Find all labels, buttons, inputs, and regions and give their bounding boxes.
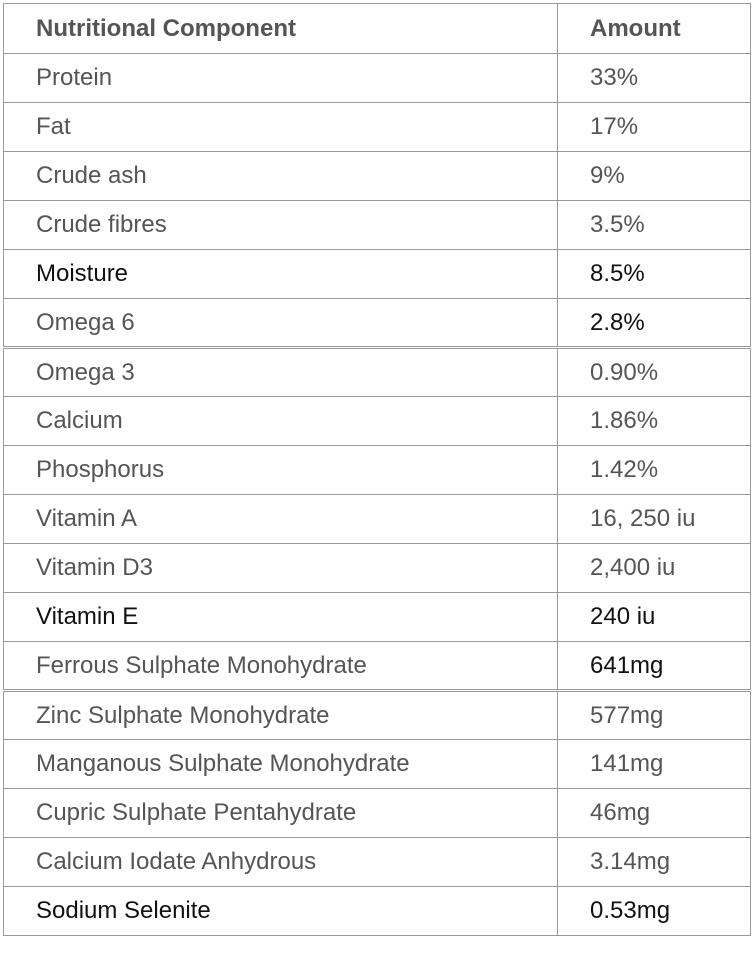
component-cell: Fat — [4, 103, 558, 152]
component-cell: Ferrous Sulphate Monohydrate — [4, 642, 558, 691]
component-cell: Zinc Sulphate Monohydrate — [4, 691, 558, 740]
component-cell: Crude fibres — [4, 201, 558, 250]
amount-cell: 1.42% — [558, 446, 751, 495]
table-row — [4, 299, 751, 348]
amount-cell: 3.5% — [558, 201, 751, 250]
table-row — [4, 887, 751, 936]
amount-cell: 3.14mg — [558, 838, 751, 887]
component-cell: Calcium Iodate Anhydrous — [4, 838, 558, 887]
component-cell: Vitamin A — [4, 495, 558, 544]
table-row — [4, 348, 751, 397]
table-row — [4, 740, 751, 789]
component-cell: Vitamin D3 — [4, 544, 558, 593]
amount-cell: 2,400 iu — [558, 544, 751, 593]
amount-cell: 46mg — [558, 789, 751, 838]
amount-cell: 2.8% — [558, 299, 751, 348]
amount-cell: 1.86% — [558, 397, 751, 446]
component-cell: Calcium — [4, 397, 558, 446]
table-header-row — [4, 4, 751, 54]
amount-cell: 0.53mg — [558, 887, 751, 936]
header-nutritional-component: Nutritional Component — [4, 4, 558, 54]
table-row — [4, 201, 751, 250]
component-cell: Omega 3 — [4, 348, 558, 397]
component-cell: Moisture — [4, 250, 558, 299]
table-row — [4, 495, 751, 544]
table-row — [4, 789, 751, 838]
nutrition-table-container — [3, 3, 750, 936]
component-cell: Omega 6 — [4, 299, 558, 348]
amount-cell: 16, 250 iu — [558, 495, 751, 544]
component-cell: Vitamin E — [4, 593, 558, 642]
table-row — [4, 838, 751, 887]
table-row — [4, 250, 751, 299]
amount-cell: 240 iu — [558, 593, 751, 642]
amount-cell: 577mg — [558, 691, 751, 740]
component-cell: Protein — [4, 54, 558, 103]
header-amount: Amount — [558, 4, 751, 54]
amount-cell: 8.5% — [558, 250, 751, 299]
component-cell: Phosphorus — [4, 446, 558, 495]
component-cell: Crude ash — [4, 152, 558, 201]
nutrition-table — [3, 3, 751, 936]
table-row — [4, 593, 751, 642]
amount-cell: 641mg — [558, 642, 751, 691]
amount-cell: 0.90% — [558, 348, 751, 397]
amount-cell: 9% — [558, 152, 751, 201]
table-row — [4, 691, 751, 740]
table-row — [4, 103, 751, 152]
table-row — [4, 54, 751, 103]
table-row — [4, 544, 751, 593]
component-cell: Manganous Sulphate Monohydrate — [4, 740, 558, 789]
amount-cell: 33% — [558, 54, 751, 103]
table-row — [4, 446, 751, 495]
table-row — [4, 397, 751, 446]
component-cell: Cupric Sulphate Pentahydrate — [4, 789, 558, 838]
amount-cell: 141mg — [558, 740, 751, 789]
table-row — [4, 642, 751, 691]
component-cell: Sodium Selenite — [4, 887, 558, 936]
table-row — [4, 152, 751, 201]
amount-cell: 17% — [558, 103, 751, 152]
